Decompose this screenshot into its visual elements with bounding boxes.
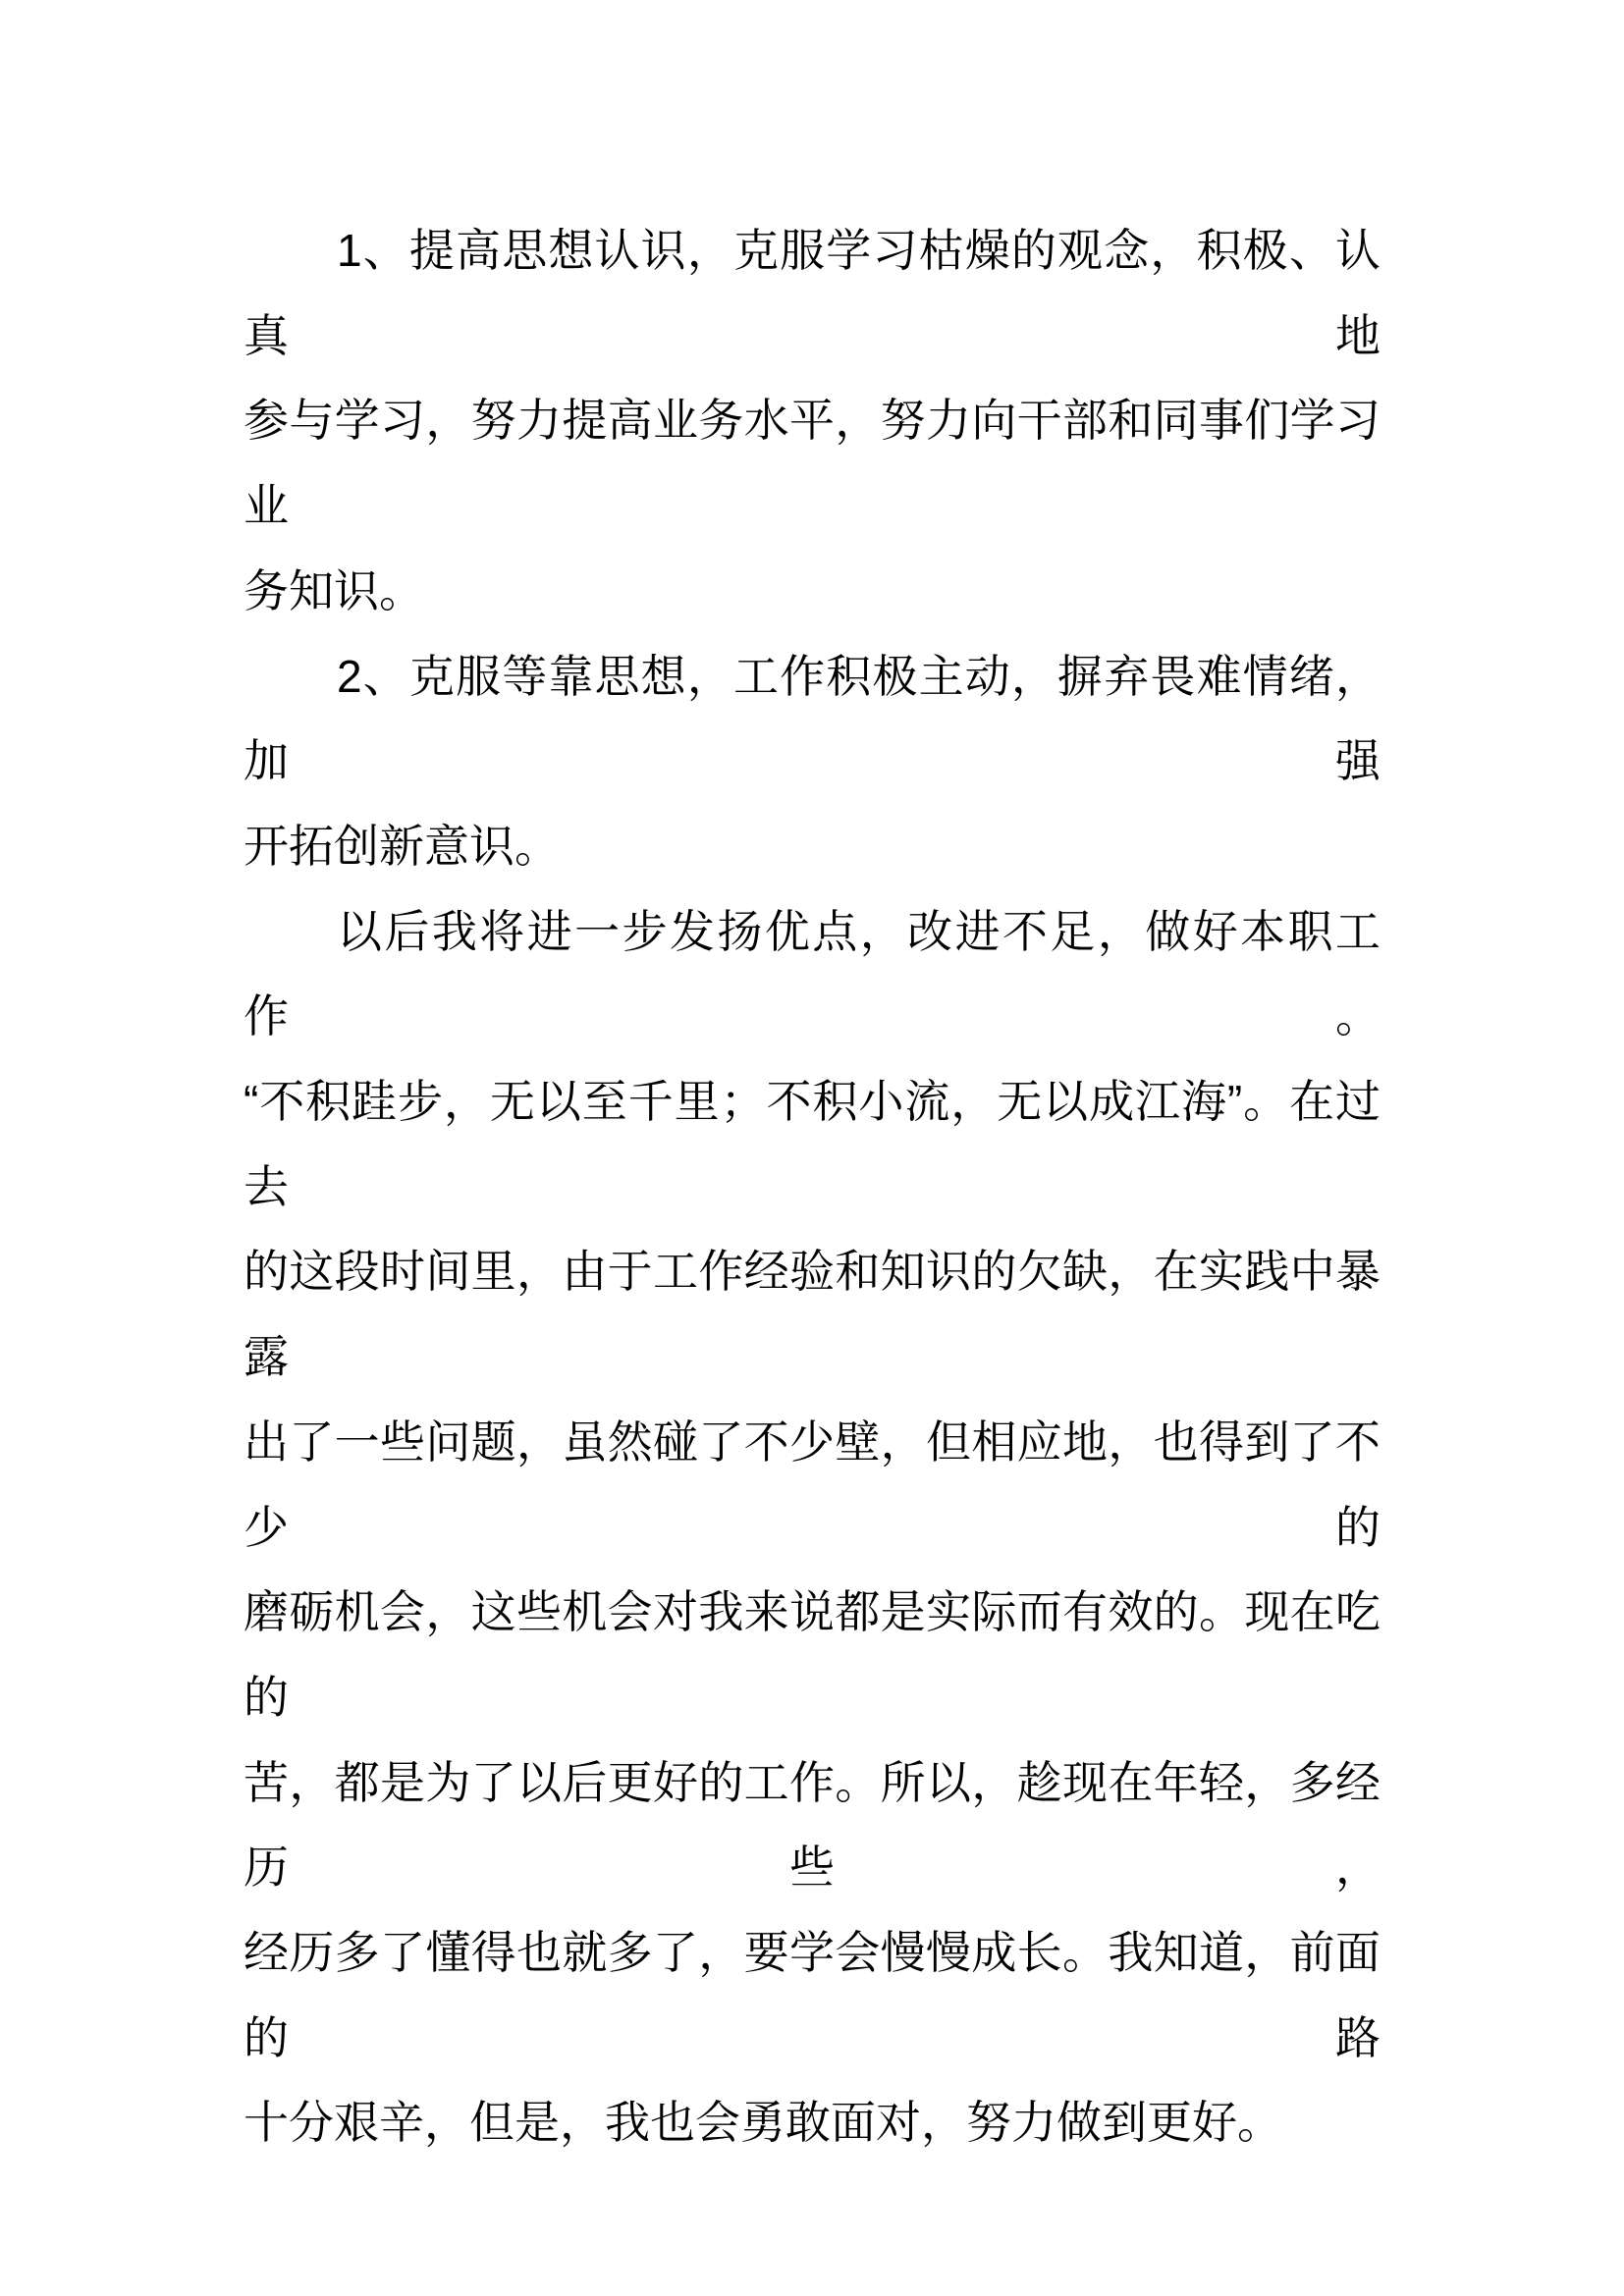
text-line: 2、克服等靠思想，工作积极主动，摒弃畏难情绪，加强 <box>244 650 1380 787</box>
text-line: 开拓创新意识。 <box>244 820 560 872</box>
text-line: 参与学习，努力提高业务水平，努力向干部和同事们学习业 <box>244 395 1380 532</box>
text-line: 十分艰辛，但是，我也会勇敢面对，努力做到更好。 <box>244 2097 1282 2149</box>
text-line: 苦，都是为了以后更好的工作。所以，趁现在年轻，多经历些， <box>244 1756 1380 1894</box>
document-body <box>244 208 1380 2165</box>
text-line: 出了一些问题，虽然碰了不少壁，但相应地，也得到了不少的 <box>244 1415 1380 1553</box>
paragraph-2 <box>244 634 1380 889</box>
text-line: 以后我将进一步发扬优点，改进不足，做好本职工作。 <box>244 905 1380 1042</box>
text-line: “不积跬步，无以至千里；不积小流，无以成江海”。在过去 <box>244 1076 1380 1212</box>
text-line: 务知识。 <box>244 564 424 616</box>
paragraph-3 <box>244 889 1380 2166</box>
text-line: 磨砺机会，这些机会对我来说都是实际而有效的。现在吃的 <box>244 1586 1380 1723</box>
paragraph-1 <box>244 208 1380 634</box>
text-line: 经历多了懂得也就多了，要学会慢慢成长。我知道，前面的路 <box>244 1927 1380 2063</box>
text-line: 的这段时间里，由于工作经验和知识的欠缺，在实践中暴露 <box>244 1246 1380 1383</box>
text-line: 1、提高思想认识，克服学习枯燥的观念，积极、认真地 <box>244 225 1380 361</box>
